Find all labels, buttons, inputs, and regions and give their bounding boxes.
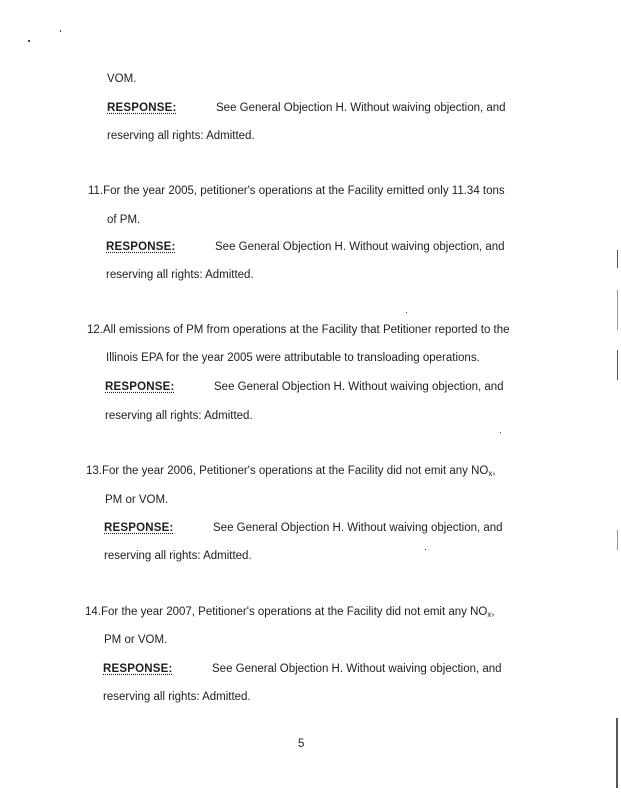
response-label: RESPONSE:: [106, 241, 176, 253]
response-label: RESPONSE:: [104, 522, 174, 534]
scan-speck: [425, 549, 426, 550]
subscript-x: x: [487, 610, 492, 619]
item-13-continuation: PM or VOM.: [105, 494, 169, 506]
item-number: 12.: [87, 324, 103, 336]
response-continuation: reserving all rights: Admitted.: [105, 410, 253, 422]
item-12: [87, 323, 510, 337]
response-label: RESPONSE:: [105, 381, 175, 393]
margin-scan-mark: [617, 290, 618, 330]
subscript-x: x: [488, 469, 493, 478]
margin-scan-mark: [617, 350, 618, 380]
item-text-end: ,: [492, 465, 496, 477]
response-continuation: reserving all rights: Admitted.: [107, 130, 255, 142]
item-number: 13.: [86, 465, 102, 477]
response-text: See General Objection H. Without waiving objection, and: [213, 522, 503, 534]
item-13: [86, 464, 496, 481]
item-12-continuation: Illinois EPA for the year 2005 were attributable to transloading operations.: [106, 352, 480, 364]
item-text: All emissions of PM from operations at the Facility that Petitioner reported to the: [103, 324, 510, 336]
page-number: 5: [298, 738, 305, 750]
response-label: RESPONSE:: [107, 102, 177, 114]
response-continuation: reserving all rights: Admitted.: [106, 269, 254, 281]
response-continuation: reserving all rights: Admitted.: [104, 550, 252, 562]
scan-speck: [28, 40, 30, 42]
scan-speck: [500, 432, 501, 433]
response-label: RESPONSE:: [103, 663, 173, 675]
response-text: See General Objection H. Without waiving objection, and: [215, 241, 505, 253]
scan-speck: [60, 30, 61, 32]
response-text: See General Objection H. Without waiving objection, and: [216, 102, 506, 114]
item-14-continuation: PM or VOM.: [104, 634, 168, 646]
item-text: For the year 2005, petitioner's operations at the Facility emitted only 11.34 tons: [103, 185, 505, 197]
item-11-continuation: of PM.: [107, 214, 141, 226]
response-text: See General Objection H. Without waiving objection, and: [212, 663, 502, 675]
scan-speck: [406, 312, 407, 313]
carry-over-text: VOM.: [107, 73, 137, 85]
item-11: [88, 184, 505, 198]
response-text: See General Objection H. Without waiving objection, and: [214, 381, 504, 393]
item-text: For the year 2006, Petitioner's operations at the Facility did not emit any NO: [102, 465, 489, 477]
response-continuation: reserving all rights: Admitted.: [103, 691, 251, 703]
margin-scan-mark: [617, 250, 618, 268]
item-number: 14.: [85, 606, 101, 618]
item-14: [85, 605, 495, 622]
margin-scan-mark: [617, 530, 618, 550]
margin-scan-mark: [616, 718, 618, 788]
item-text-end: ,: [491, 606, 495, 618]
item-text: For the year 2007, Petitioner's operations at the Facility did not emit any NO: [101, 606, 488, 618]
item-number: 11.: [88, 185, 104, 197]
